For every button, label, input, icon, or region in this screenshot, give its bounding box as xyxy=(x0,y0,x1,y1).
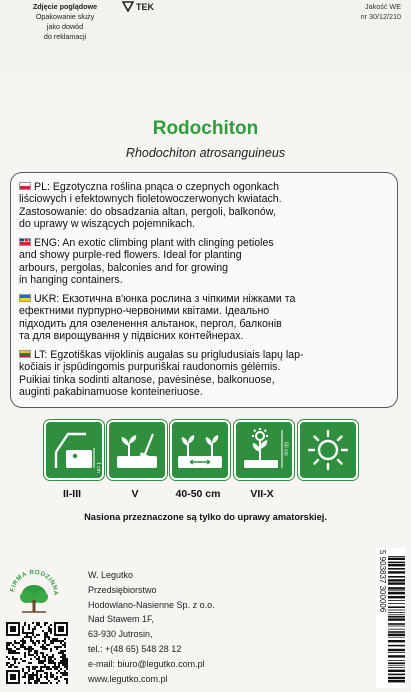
sun-icon xyxy=(298,420,358,480)
sowing-period-label: II-III xyxy=(62,488,82,500)
description-eng xyxy=(19,237,393,287)
top-bar xyxy=(0,0,411,72)
description-line: and showy purple-red flowers. Ideal for planting xyxy=(19,249,242,262)
photo-label: Zdjęcie poglądowe xyxy=(32,2,98,11)
receipt-line: Opakowanie służy xyxy=(35,12,95,21)
company-line: Nad Stawem 1F, xyxy=(88,614,155,625)
qr-code-icon xyxy=(6,622,68,684)
description-line: ефектними пурпурно-червоними квітами. Ідеально xyxy=(19,305,270,318)
plant-spacing-icon xyxy=(170,420,230,480)
company-email: e-mail: biuro@legutko.com.pl xyxy=(88,658,205,669)
logo-text: FIRMA RODZINNA xyxy=(9,568,60,596)
description-line: kočiais ir įspūdingomis purpuriškai raudonomis gėlėmis. xyxy=(19,361,281,374)
description-line: Zastosowanie: do obsadzania altan, pergoli, balkonów, xyxy=(19,205,276,218)
amateur-use-notice: Nasiona przeznaczone są tylko do uprawy amatorskiej. xyxy=(84,512,327,522)
description-line: do uprawy w wiszących pojemnikach. xyxy=(19,218,196,231)
tek-mark xyxy=(122,1,154,12)
spacing-label: 40-50 cm xyxy=(175,488,221,500)
company-line: Przedsiębiorstwo xyxy=(88,584,157,595)
description-line: UKR: Екзотична в'юнка рослина з чіпкими ніжками та xyxy=(34,293,296,305)
product-name: Rodochiton xyxy=(152,118,259,139)
lot-number: nr 30/12/210 xyxy=(360,12,401,21)
poland-flag-icon xyxy=(19,182,31,190)
receipt-note xyxy=(10,2,120,42)
description-line: підходить для озеленення альтанок, пергол, балконів xyxy=(19,317,282,330)
description-line: PL: Egzotyczna roślina pnąca o czepnych ogonkach xyxy=(34,181,279,193)
description-line: ENG: An exotic climbing plant with clinging petioles xyxy=(34,237,274,249)
description-line: in hanging containers. xyxy=(19,274,123,287)
company-line: Hodowlano-Nasienne Sp. z o.o. xyxy=(88,599,215,610)
ukraine-flag-icon xyxy=(19,294,31,302)
transplant-period-label: V xyxy=(131,488,139,500)
company-website: www.legutko.com.pl xyxy=(88,673,168,684)
receipt-line: jako dowód xyxy=(46,22,84,31)
receipt-line: do reklamacji xyxy=(43,32,87,41)
latin-name: Rhodochiton atrosanguineus xyxy=(125,146,286,160)
tek-triangle-icon xyxy=(122,1,134,12)
barcode-icon xyxy=(376,548,406,688)
greenhouse-sowing-icon xyxy=(44,420,104,480)
transplant-shovel-icon xyxy=(107,420,167,480)
description-line: arbours, pergolas, balconies and for growing xyxy=(19,261,229,274)
company-info xyxy=(88,568,288,686)
height-text: 60 cm xyxy=(282,442,289,456)
description-line: та для вирощування у підвісних контейнерах. xyxy=(19,330,244,343)
quality-info xyxy=(281,2,401,22)
description-line: auginti pakabinamuose konteineriuose. xyxy=(19,386,203,399)
description-pl xyxy=(19,181,393,231)
description-ukr xyxy=(19,293,393,343)
description-box xyxy=(10,172,398,408)
tek-label: TEK xyxy=(136,1,154,12)
description-line: Puikiai tinka sodinti altanose, pavėsinėse, balkonuose, xyxy=(19,373,275,386)
flowering-period-label: VII-X xyxy=(250,488,274,500)
company-line: W. Legutko xyxy=(88,570,134,580)
description-line: LT: Egzotiškas vijoklinis augalas su prigludusiais lapų lap- xyxy=(34,349,304,361)
lithuania-flag-icon xyxy=(19,350,31,358)
family-company-logo xyxy=(6,564,62,620)
barcode-digits: 5 903837 300006 xyxy=(378,550,387,613)
company-phone: tel.: +(48 65) 548 28 12 xyxy=(88,643,182,654)
flowering-height-icon xyxy=(234,420,294,480)
quality-label: Jakość WE xyxy=(365,2,401,11)
uk-flag-icon xyxy=(19,238,31,246)
description-lt xyxy=(19,349,393,399)
description-line: liściowych i efektownych fioletowoczerwonych kwiatach. xyxy=(19,193,282,206)
depth-text: 1 cm xyxy=(95,462,101,473)
company-line: 63-930 Jutrosin, xyxy=(88,629,153,640)
